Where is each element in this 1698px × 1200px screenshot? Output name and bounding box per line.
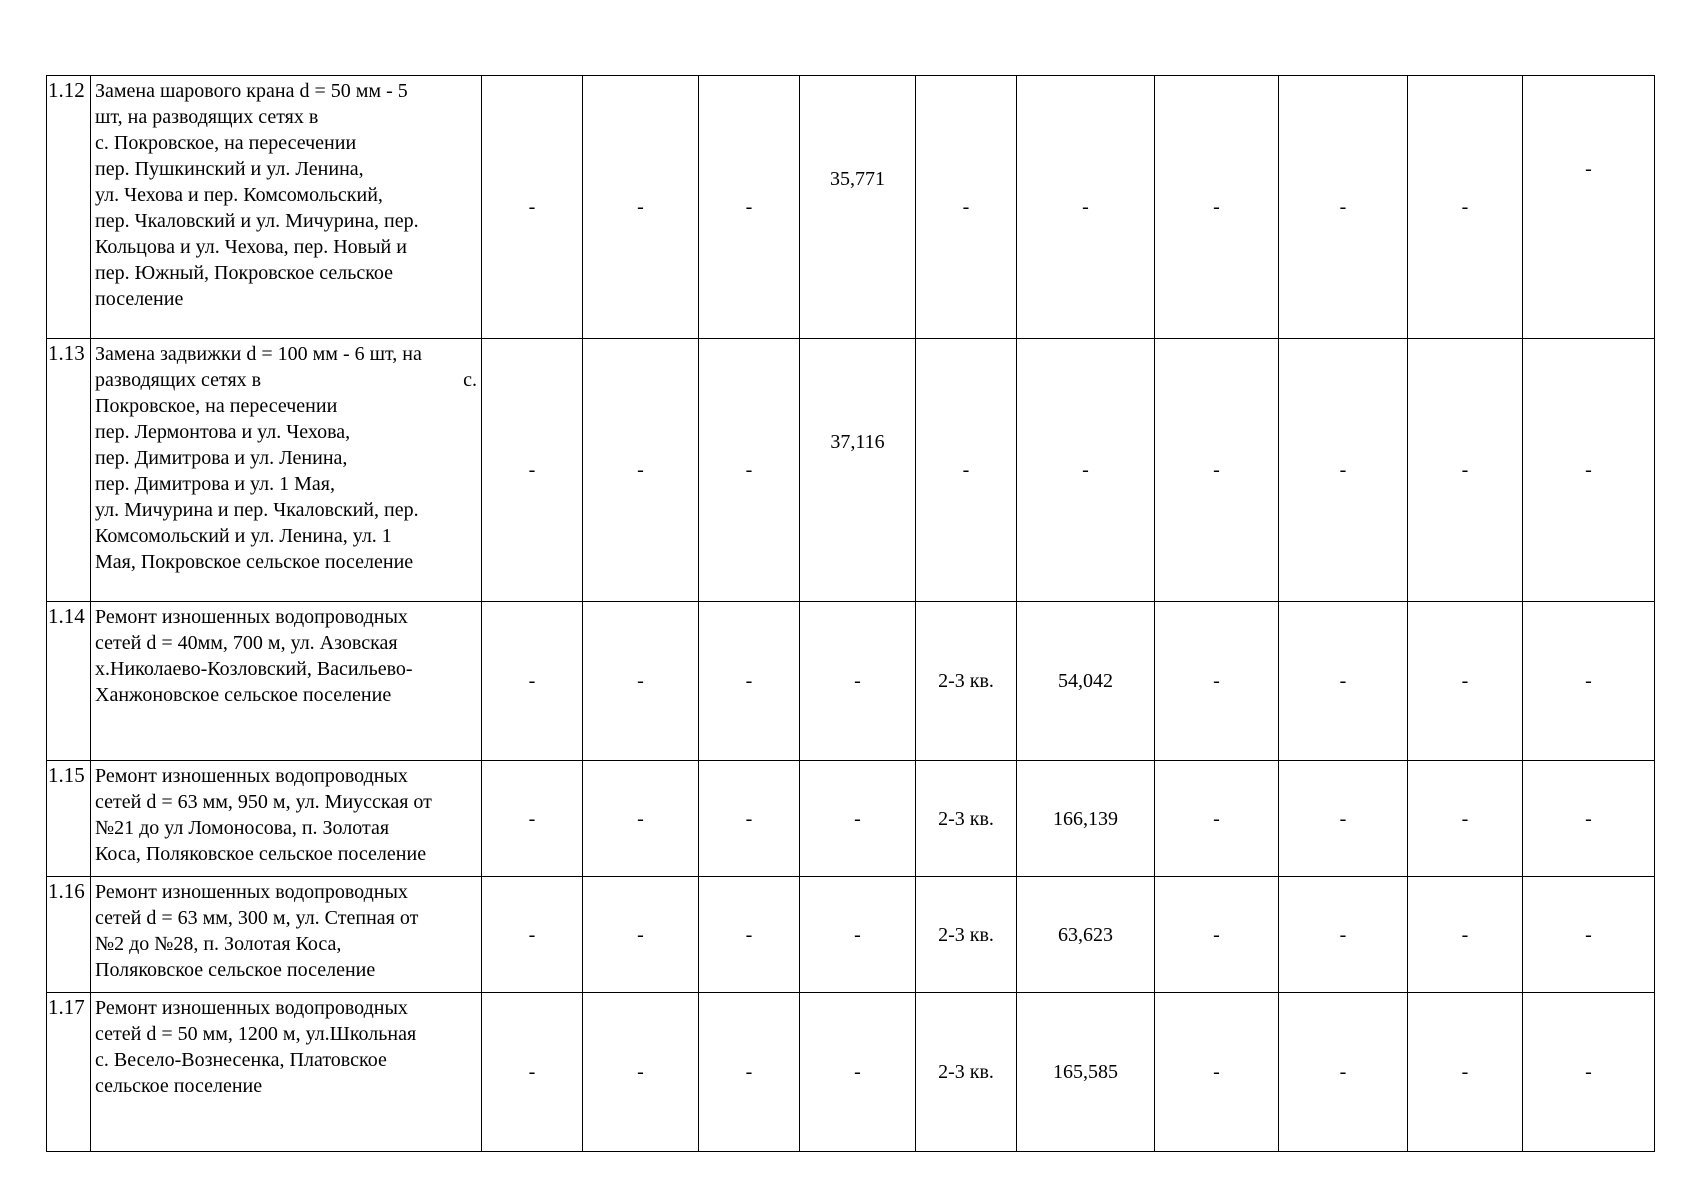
value-cell — [583, 877, 699, 993]
cell-value: - — [1585, 670, 1592, 692]
value-cell — [1155, 993, 1279, 1152]
value-cell — [1279, 76, 1408, 339]
cell-value: - — [1082, 196, 1089, 218]
value-cell — [699, 761, 800, 877]
cell-value: - — [637, 923, 644, 946]
value-cell — [699, 877, 800, 993]
cell-value: 2-3 кв. — [938, 923, 994, 946]
cell-value: - — [854, 1061, 861, 1083]
description-line: Поляковское сельское поселение — [95, 959, 376, 981]
cell-value: - — [1082, 459, 1089, 481]
value-cell — [800, 877, 916, 993]
cell-value: - — [1339, 1061, 1347, 1083]
description-line: №2 до №28, п. Золотая Коса, — [95, 933, 342, 955]
work-description — [91, 339, 482, 602]
row-number: 1.17 — [47, 993, 91, 1152]
cell-value: - — [528, 670, 536, 692]
cell-value: 54,042 — [1058, 670, 1113, 692]
table-body — [47, 76, 1655, 1152]
work-description — [91, 761, 482, 877]
cell-value: - — [1585, 459, 1592, 481]
description-line: Замена шарового крана d = 50 мм - 5 — [95, 80, 408, 102]
cell-value: - — [1213, 923, 1220, 946]
value-cell — [1017, 339, 1155, 602]
description-line: пер. Чкаловский и ул. Мичурина, пер. — [95, 210, 419, 232]
cell-value: - — [1213, 670, 1220, 692]
value-cell — [916, 761, 1017, 877]
cell-value: - — [962, 196, 970, 218]
description-line: сетей d = 63 мм, 300 м, ул. Степная от — [95, 907, 419, 929]
cell-value: - — [528, 1061, 536, 1083]
cell-value: - — [1339, 807, 1347, 830]
value-cell — [1523, 993, 1655, 1152]
value-cell — [1017, 602, 1155, 761]
cell-value: - — [1585, 158, 1592, 180]
description-line: с. Покровское, на пересечении — [95, 132, 357, 154]
value-cell — [583, 602, 699, 761]
value-cell — [1155, 877, 1279, 993]
value-cell — [1408, 877, 1523, 993]
value-cell — [1523, 877, 1655, 993]
description-line: шт, на разводящих сетях в — [95, 106, 319, 128]
cell-value: - — [854, 670, 861, 692]
cell-value: - — [745, 1061, 753, 1083]
cell-value: - — [1213, 1061, 1220, 1083]
cell-value: - — [1339, 670, 1347, 692]
value-cell — [1279, 993, 1408, 1152]
description-line: Покровское, на пересечении — [95, 395, 338, 417]
description-line: сетей d = 50 мм, 1200 м, ул.Школьная — [95, 1023, 417, 1045]
row-number: 1.15 — [47, 761, 91, 877]
value-cell — [1408, 76, 1523, 339]
cell-value: - — [1585, 923, 1592, 946]
cell-value: - — [962, 459, 970, 481]
cell-value: - — [528, 196, 536, 218]
cell-value: - — [637, 459, 644, 481]
value-cell — [800, 761, 916, 877]
description-line: пер. Южный, Покровское сельское — [95, 262, 394, 284]
cell-value: - — [637, 807, 644, 830]
cell-value: - — [1585, 807, 1592, 830]
value-cell — [1523, 761, 1655, 877]
description-line: пер. Лермонтова и ул. Чехова, — [95, 421, 351, 443]
value-cell — [1155, 76, 1279, 339]
description-line: Коса, Поляковское сельское поселение — [95, 843, 427, 865]
value-cell — [699, 339, 800, 602]
value-cell — [800, 602, 916, 761]
value-cell — [1408, 602, 1523, 761]
cell-value: - — [1213, 807, 1220, 830]
value-cell — [583, 993, 699, 1152]
value-cell — [916, 993, 1017, 1152]
value-cell — [1279, 339, 1408, 602]
cell-value: 63,623 — [1058, 923, 1113, 946]
cell-value: 35,771 — [830, 168, 885, 190]
cell-value: - — [1339, 459, 1347, 481]
description-line: ул. Мичурина и пер. Чкаловский, пер. — [95, 499, 419, 521]
value-cell — [1279, 877, 1408, 993]
cell-value: - — [745, 196, 753, 218]
value-cell — [482, 761, 583, 877]
cell-value: - — [745, 807, 753, 830]
work-description — [91, 76, 482, 339]
value-cell — [1279, 761, 1408, 877]
cell-value: 2-3 кв. — [938, 670, 994, 692]
cell-value: - — [1339, 923, 1347, 946]
value-cell — [1017, 761, 1155, 877]
cell-value: - — [745, 459, 753, 481]
value-cell — [1523, 76, 1655, 339]
value-cell — [1155, 339, 1279, 602]
value-cell — [1408, 993, 1523, 1152]
description-line: №21 до ул Ломоносова, п. Золотая — [95, 817, 390, 839]
value-cell — [800, 993, 916, 1152]
description-line: сетей d = 40мм, 700 м, ул. Азовская — [95, 632, 398, 654]
value-cell — [1017, 877, 1155, 993]
description-line: пер. Пушкинский и ул. Ленина, — [95, 158, 364, 180]
value-cell — [583, 76, 699, 339]
table-row — [47, 877, 1655, 993]
cell-value: 37,116 — [830, 431, 885, 453]
table-row — [47, 602, 1655, 761]
row-number: 1.12 — [47, 76, 91, 339]
data-table — [46, 75, 1655, 1152]
description-line: пер. Димитрова и ул. 1 Мая, — [95, 473, 335, 495]
table-row — [47, 339, 1655, 602]
value-cell — [916, 339, 1017, 602]
table-row — [47, 76, 1655, 339]
cell-value: - — [1461, 1061, 1469, 1083]
value-cell — [1155, 602, 1279, 761]
description-line: Кольцова и ул. Чехова, пер. Новый и — [95, 236, 407, 258]
value-cell — [1523, 339, 1655, 602]
value-cell — [916, 602, 1017, 761]
cell-value: - — [1213, 459, 1220, 481]
value-cell — [482, 76, 583, 339]
value-cell — [1408, 761, 1523, 877]
description-line: с. Весело-Вознесенка, Платовское — [95, 1049, 387, 1071]
cell-value: - — [745, 923, 753, 946]
value-cell — [1017, 76, 1155, 339]
value-cell — [1155, 761, 1279, 877]
description-fragment: с. — [463, 369, 477, 391]
cell-value: - — [854, 807, 861, 830]
value-cell — [800, 76, 916, 339]
cell-value: 166,139 — [1053, 807, 1118, 830]
cell-value: - — [1461, 807, 1469, 830]
value-cell — [800, 339, 916, 602]
description-line: сетей d = 63 мм, 950 м, ул. Миусская от — [95, 791, 432, 813]
row-number: 1.13 — [47, 339, 91, 602]
row-number: 1.14 — [47, 602, 91, 761]
value-cell — [916, 76, 1017, 339]
table-row — [47, 993, 1655, 1152]
work-description — [91, 993, 482, 1152]
value-cell — [482, 339, 583, 602]
description-line: сельское поселение — [95, 1075, 263, 1097]
value-cell — [583, 339, 699, 602]
value-cell — [1408, 339, 1523, 602]
description-line: пер. Димитрова и ул. Ленина, — [95, 447, 348, 469]
value-cell — [482, 877, 583, 993]
table-row — [47, 761, 1655, 877]
description-line: Ремонт изношенных водопроводных — [95, 997, 408, 1019]
cell-value: - — [528, 807, 536, 830]
value-cell — [699, 602, 800, 761]
work-description — [91, 877, 482, 993]
description-line: Комсомольский и ул. Ленина, ул. 1 — [95, 525, 392, 547]
cell-value: 2-3 кв. — [938, 807, 994, 830]
cell-value: - — [637, 196, 644, 218]
cell-value: 165,585 — [1053, 1061, 1118, 1083]
value-cell — [699, 76, 800, 339]
description-line: Ремонт изношенных водопроводных — [95, 606, 408, 628]
cell-value: - — [745, 670, 753, 692]
cell-value: - — [1461, 196, 1469, 218]
description-fragment: разводящих сетях в — [95, 369, 262, 391]
value-cell — [583, 761, 699, 877]
description-line: Замена задвижки d = 100 мм - 6 шт, на — [95, 343, 422, 365]
description-line — [95, 367, 477, 393]
cell-value: - — [1461, 923, 1469, 946]
work-description — [91, 602, 482, 761]
value-cell — [482, 602, 583, 761]
row-number: 1.16 — [47, 877, 91, 993]
value-cell — [1523, 602, 1655, 761]
value-cell — [916, 877, 1017, 993]
cell-value: - — [637, 1061, 644, 1083]
cell-value: - — [1461, 670, 1469, 692]
description-line: ул. Чехова и пер. Комсомольский, — [95, 184, 383, 206]
value-cell — [482, 993, 583, 1152]
description-line: поселение — [95, 288, 184, 310]
cell-value: - — [854, 923, 861, 946]
value-cell — [1017, 993, 1155, 1152]
cell-value: - — [528, 459, 536, 481]
cell-value: - — [1339, 196, 1347, 218]
cell-value: 2-3 кв. — [938, 1061, 994, 1083]
cell-value: - — [528, 923, 536, 946]
description-line: х.Николаево-Козловский, Васильево- — [95, 658, 413, 680]
cell-value: - — [1585, 1061, 1592, 1083]
description-line: Ремонт изношенных водопроводных — [95, 881, 408, 903]
cell-value: - — [1461, 459, 1469, 481]
cell-value: - — [637, 670, 644, 692]
description-line: Ремонт изношенных водопроводных — [95, 765, 408, 787]
description-line: Ханжоновское сельское поселение — [95, 684, 392, 706]
description-line: Мая, Покровское сельское поселение — [95, 551, 414, 573]
value-cell — [699, 993, 800, 1152]
cell-value: - — [1213, 196, 1220, 218]
value-cell — [1279, 602, 1408, 761]
